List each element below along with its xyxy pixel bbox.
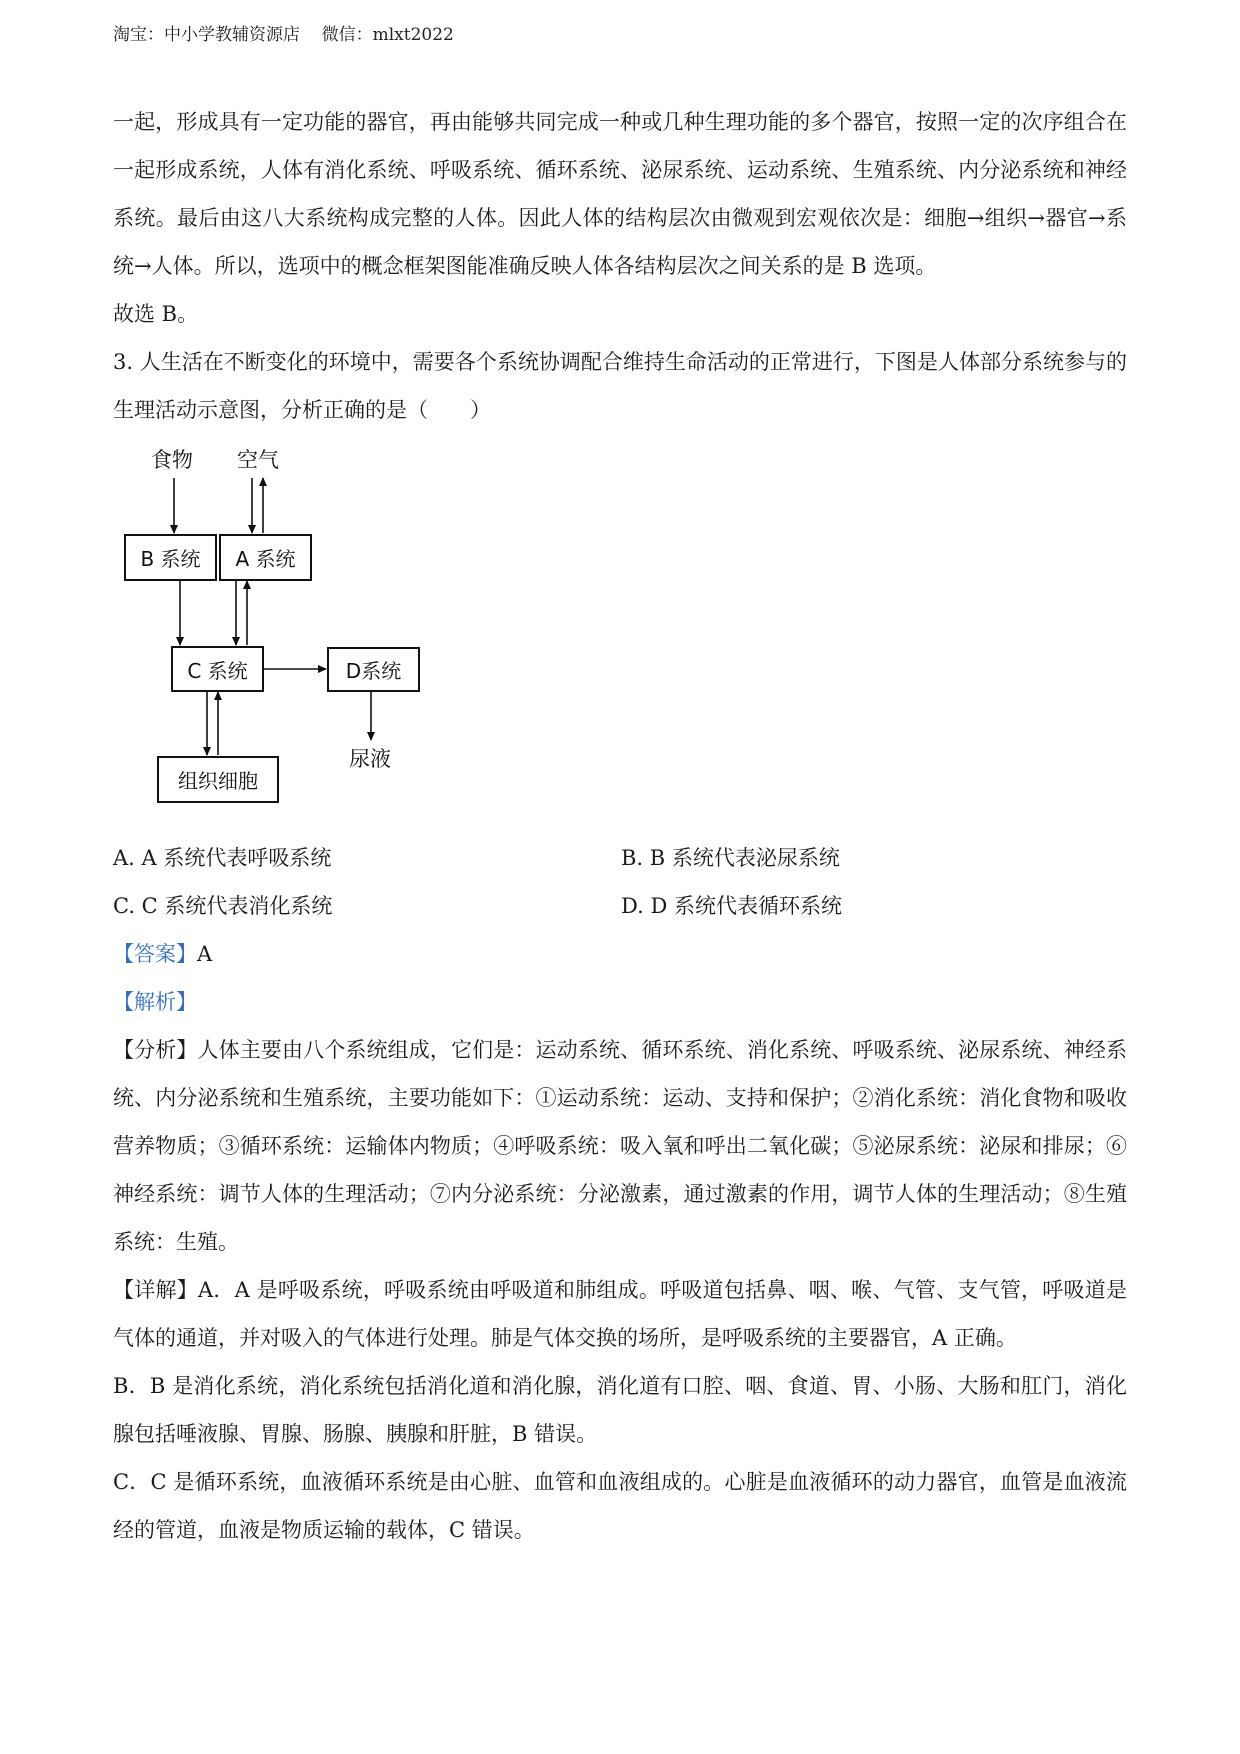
option-a: A. A 系统代表呼吸系统 [113, 846, 332, 870]
label-urine: 尿液 [349, 747, 391, 771]
option-c: C. C 系统代表消化系统 [113, 894, 333, 918]
detail-a-paragraph [113, 1266, 1127, 1362]
answer-line [113, 930, 1127, 978]
detail-a-text: A．A 是呼吸系统，呼吸系统由呼吸道和肺组成。呼吸道包括鼻、咽、喉、气管、支气管，呼吸道是气体的通道，并对吸入的气体进行处理。肺是气体交换的场所，是呼吸系统的主要器官，A 正确。 [113, 1278, 1127, 1350]
answer-options [113, 834, 1127, 930]
system-diagram [119, 440, 519, 830]
detail-c-paragraph: C．C 是循环系统，血液循环系统是由心脏、血管和血液组成的。心脏是血液循环的动力器官，血管是血液流经的管道，血液是物质运输的载体，C 错误。 [113, 1470, 1127, 1542]
box-tissue-cells: 组织细胞 [157, 756, 279, 803]
answer-value: A [197, 942, 213, 966]
analysis-label: 【解析】 [113, 990, 197, 1014]
previous-conclusion: 故选 B。 [113, 302, 199, 326]
question-stem: 3. 人生活在不断变化的环境中，需要各个系统协调配合维持生命活动的正常进行，下图是人体部分系统参与的生理活动示意图，分析正确的是（ ） [113, 350, 1127, 422]
analysis-text: 人体主要由八个系统组成，它们是：运动系统、循环系统、消化系统、呼吸系统、泌尿系统、神经系统、内分泌系统和生殖系统，主要功能如下：①运动系统：运动、支持和保护；②消化系统：消化食物和吸收营养物质；③循环系统：运输体内物质；④呼吸系统：吸入氧和呼出二氧化碳；⑤泌尿系统：泌尿和排尿；⑥神经系统：调节人体的生理活动；⑦内分泌系统：分泌激素，通过激素的作用，调节人体的生理活动；⑧生殖系统：生殖。 [113, 1038, 1128, 1254]
analysis-paragraph [113, 1026, 1127, 1266]
box-system-b: B 系统 [124, 534, 217, 581]
label-food: 食物 [151, 448, 193, 472]
label-air: 空气 [237, 448, 279, 472]
option-d: D. D 系统代表循环系统 [621, 894, 842, 918]
answer-label: 【答案】 [113, 942, 197, 966]
box-system-c: C 系统 [171, 646, 264, 692]
analysis-tag: 【分析】 [113, 1038, 198, 1062]
detail-b-paragraph: B．B 是消化系统，消化系统包括消化道和消化腺，消化道有口腔、咽、食道、胃、小肠、大肠和肛门，消化腺包括唾液腺、胃腺、肠腺、胰腺和肝脏，B 错误。 [113, 1374, 1127, 1446]
document-body [113, 98, 1127, 1554]
intro-paragraph: 一起，形成具有一定功能的器官，再由能够共同完成一种或几种生理功能的多个器官，按照一定的次序组合在一起形成系统，人体有消化系统、呼吸系统、循环系统、泌尿系统、运动系统、生殖系统、内分泌系统和神经系统。最后由这八大系统构成完整的人体。因此人体的结构层次由微观到宏观依次是：细胞→组织→器官→系统→人体。所以，选项中的概念框架图能准确反映人体各结构层次之间关系的是 B 选项。 [113, 110, 1127, 278]
option-b: B. B 系统代表泌尿系统 [621, 846, 840, 870]
box-system-d: D系统 [327, 647, 420, 692]
page-header: 淘宝：中小学教辅资源店 微信：mlxt2022 [113, 25, 454, 45]
box-system-a: A 系统 [219, 534, 312, 581]
detail-tag: 【详解】 [113, 1278, 198, 1302]
